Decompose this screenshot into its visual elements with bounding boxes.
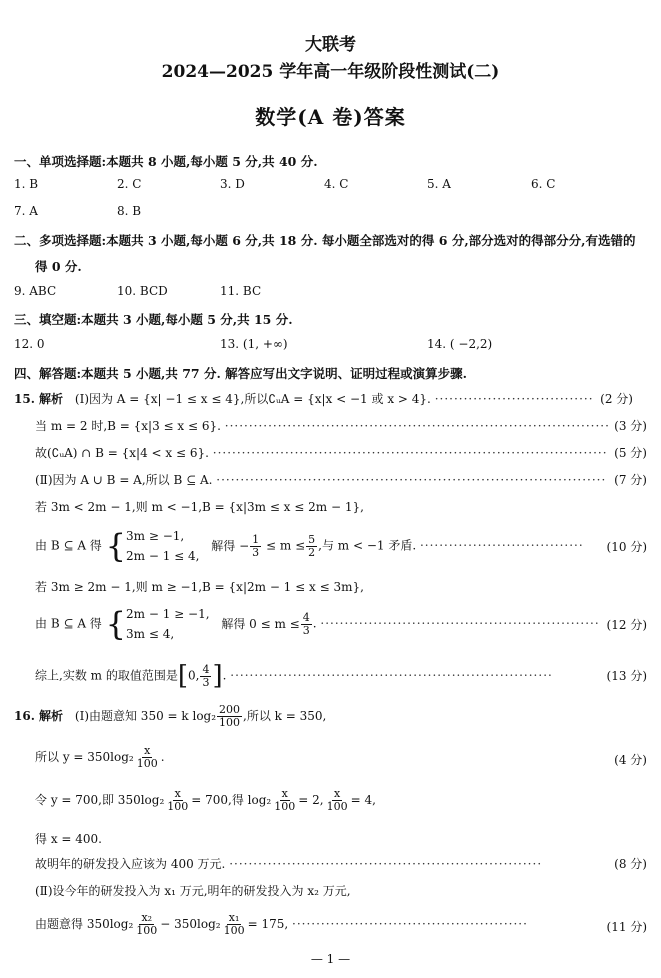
q15-text: (Ⅱ)因为 A ∪ B = A,所以 B ⊆ A.: [35, 473, 213, 487]
score-mark: (8 分): [614, 857, 647, 871]
q15-text: ,与 m < −1 矛盾.: [318, 538, 417, 553]
numerator: x₁: [228, 911, 240, 924]
q16-text: 所以 y = 350log₂: [35, 750, 134, 764]
leader-dots: ··················································································: [212, 446, 608, 460]
exam-title: 2024—2025 学年高一年级阶段性测试(二): [161, 62, 500, 82]
q15-text: 由 B ⊆ A 得: [35, 538, 102, 553]
q16-label: 16. 解析: [14, 709, 64, 723]
score-mark: (3 分): [614, 419, 647, 433]
q16-text: = 2,: [298, 793, 324, 807]
q15-text: (Ⅰ)因为 A = {x| −1 ≤ x ≤ 4},所以∁ᵤA = {x|x < −1 或 x > 4}.: [74, 392, 431, 406]
section3-title: 三、填空题:本题共 3 小题,每小题 5 分,共 15 分.: [14, 312, 293, 327]
system-row: 2m − 1 ≥ −1,: [126, 607, 210, 621]
answer-item: 8. B: [117, 204, 142, 218]
q15-text: .: [312, 616, 317, 631]
fraction: [325, 788, 350, 813]
denominator: 100: [219, 716, 241, 729]
leader-dots: ················································································: [224, 419, 610, 433]
answer-item: 11. BC: [220, 284, 262, 298]
fraction: [272, 788, 297, 813]
exam-brand: 大联考: [305, 35, 356, 55]
score-mark: (12 分): [606, 618, 647, 632]
q15-text: ≤ m ≤: [266, 538, 306, 553]
q16-text: = 175,: [247, 917, 289, 931]
fraction: [301, 612, 312, 637]
score-mark: (7 分): [614, 473, 647, 487]
system-row: 3m ≥ −1,: [126, 529, 185, 543]
fraction: [200, 664, 211, 689]
q15-line4: [35, 471, 647, 488]
denominator: 3: [202, 675, 210, 689]
score-mark: (13 分): [606, 669, 647, 683]
denominator: 3: [302, 623, 310, 637]
q15-line5: 若 3m < 2m − 1,则 m < −1,B = {x|3m ≤ x ≤ 2m − 1},: [35, 500, 364, 514]
q16-line6: (Ⅱ)设今年的研发投入为 x₁ 万元,明年的研发投入为 x₂ 万元,: [35, 884, 351, 898]
answer-item: 10. BCD: [117, 284, 168, 298]
q16-text: (Ⅰ)由题意知 350 = k log₂: [74, 709, 217, 723]
q16-text: .: [160, 750, 165, 764]
answer-item: 3. D: [220, 177, 245, 191]
answer-title: 数学(A 卷)答案: [255, 105, 406, 129]
q15-text: 综上,实数 m 的取值范围是: [35, 668, 178, 683]
leader-dots: ··································: [419, 538, 584, 553]
q16-text: 故明年的研发投入应该为 400 万元.: [35, 857, 226, 871]
q15-text: 解得 −: [211, 538, 250, 553]
q15-line6: [35, 526, 647, 566]
q15-line9: [35, 661, 647, 691]
numerator: x: [144, 744, 151, 757]
numerator: 4: [202, 662, 210, 676]
inequality-system: [126, 604, 210, 644]
denominator: 100: [326, 800, 348, 813]
numerator: 4: [302, 610, 310, 624]
q16-text: = 700,得 log₂: [191, 793, 272, 807]
section2-title-cont: 得 0 分.: [35, 259, 82, 274]
q16-line4: 得 x = 400.: [35, 832, 102, 846]
system-brace: {: [105, 527, 126, 565]
q16-text: ,所以 k = 350,: [243, 709, 327, 723]
score-mark: (5 分): [614, 446, 647, 460]
q15-line3: [35, 444, 647, 461]
leader-dots: ·································································: [229, 857, 543, 871]
q15-line7: 若 3m ≥ 2m − 1,则 m ≥ −1,B = {x|2m − 1 ≤ x ≤ 3m},: [35, 580, 364, 594]
answer-item: 7. A: [14, 204, 38, 218]
leader-dots: ·································: [434, 392, 594, 406]
leader-dots: ···································································: [230, 668, 553, 683]
denominator: 100: [274, 800, 296, 813]
leader-dots: ·················································: [292, 917, 528, 931]
q16-line7: [35, 912, 647, 942]
q15-line8: [35, 604, 647, 644]
system-row: 2m − 1 ≤ 4,: [126, 549, 200, 563]
answer-item: 14. ( −2,2): [427, 337, 493, 351]
inequality-system: [126, 526, 199, 566]
denominator: 2: [308, 545, 316, 559]
q15-label: 15. 解析: [14, 392, 64, 406]
fraction: [217, 704, 242, 729]
numerator: x: [174, 787, 181, 800]
fraction: [134, 912, 159, 937]
fraction: [135, 745, 160, 770]
numerator: x: [333, 787, 341, 800]
denominator: 100: [136, 757, 158, 770]
answer-item: 4. C: [324, 177, 349, 191]
denominator: 100: [136, 924, 158, 937]
page-number: — 1 —: [310, 952, 351, 966]
numerator: x: [281, 787, 288, 800]
q16-text: − 350log₂: [160, 917, 221, 931]
q15-text: 解得 0 ≤ m ≤: [221, 616, 300, 631]
section4-title: 四、解答题:本题共 5 小题,共 77 分. 解答应写出文字说明、证明过程或演算步骤.: [14, 366, 468, 381]
q15-line1: [14, 390, 647, 407]
bracket-left: [: [177, 661, 188, 691]
answer-item: 1. B: [14, 177, 39, 191]
answer-item: 5. A: [427, 177, 451, 191]
bracket-right: ]: [212, 661, 223, 691]
q15-text: 0,: [187, 668, 200, 683]
score-mark: (2 分): [600, 392, 633, 406]
answer-item: 12. 0: [14, 337, 45, 351]
score-mark: (11 分): [606, 920, 647, 934]
denominator: 100: [167, 800, 189, 813]
q16-line2: [35, 745, 647, 775]
score-mark: (10 分): [606, 540, 647, 554]
numerator: x₂: [141, 911, 153, 924]
answer-item: 2. C: [117, 177, 142, 191]
q15-text: 当 m = 2 时,B = {x|3 ≤ x ≤ 6}.: [35, 419, 221, 433]
numerator: 200: [219, 703, 241, 716]
fraction: [250, 534, 261, 559]
system-brace: {: [105, 605, 126, 643]
numerator: 5: [308, 532, 316, 546]
q16-line1: [14, 704, 647, 734]
answer-item: 13. (1, +∞): [220, 337, 288, 351]
section1-title: 一、单项选择题:本题共 8 小题,每小题 5 分,共 40 分.: [14, 154, 318, 169]
numerator: 1: [252, 532, 260, 546]
score-mark: (4 分): [614, 753, 647, 767]
leader-dots: ··························································: [320, 616, 600, 631]
q15-line2: [35, 417, 647, 434]
q15-text: 由 B ⊆ A 得: [35, 616, 102, 631]
q16-line5: [35, 855, 647, 872]
answer-item: 9. ABC: [14, 284, 57, 298]
answer-item: 6. C: [531, 177, 556, 191]
denominator: 3: [252, 545, 260, 559]
q15-text: 故(∁ᵤA) ∩ B = {x|4 < x ≤ 6}.: [35, 446, 209, 460]
fraction: [165, 788, 190, 813]
q15-text: .: [222, 668, 227, 683]
q16-text: 由题意得 350log₂: [35, 917, 134, 931]
denominator: 100: [223, 924, 245, 937]
system-row: 3m ≤ 4,: [126, 627, 175, 641]
fraction: [222, 912, 247, 937]
q16-text: 令 y = 700,即 350log₂: [35, 793, 165, 807]
q16-text: = 4,: [350, 793, 376, 807]
section2-title: 二、多项选择题:本题共 3 小题,每小题 6 分,共 18 分. 每小题全部选对的得 6 分,部分选对的得部分分,有选错的: [14, 233, 636, 248]
q16-line3: [35, 788, 647, 818]
fraction: [306, 534, 317, 559]
leader-dots: ·················································································: [216, 473, 607, 487]
